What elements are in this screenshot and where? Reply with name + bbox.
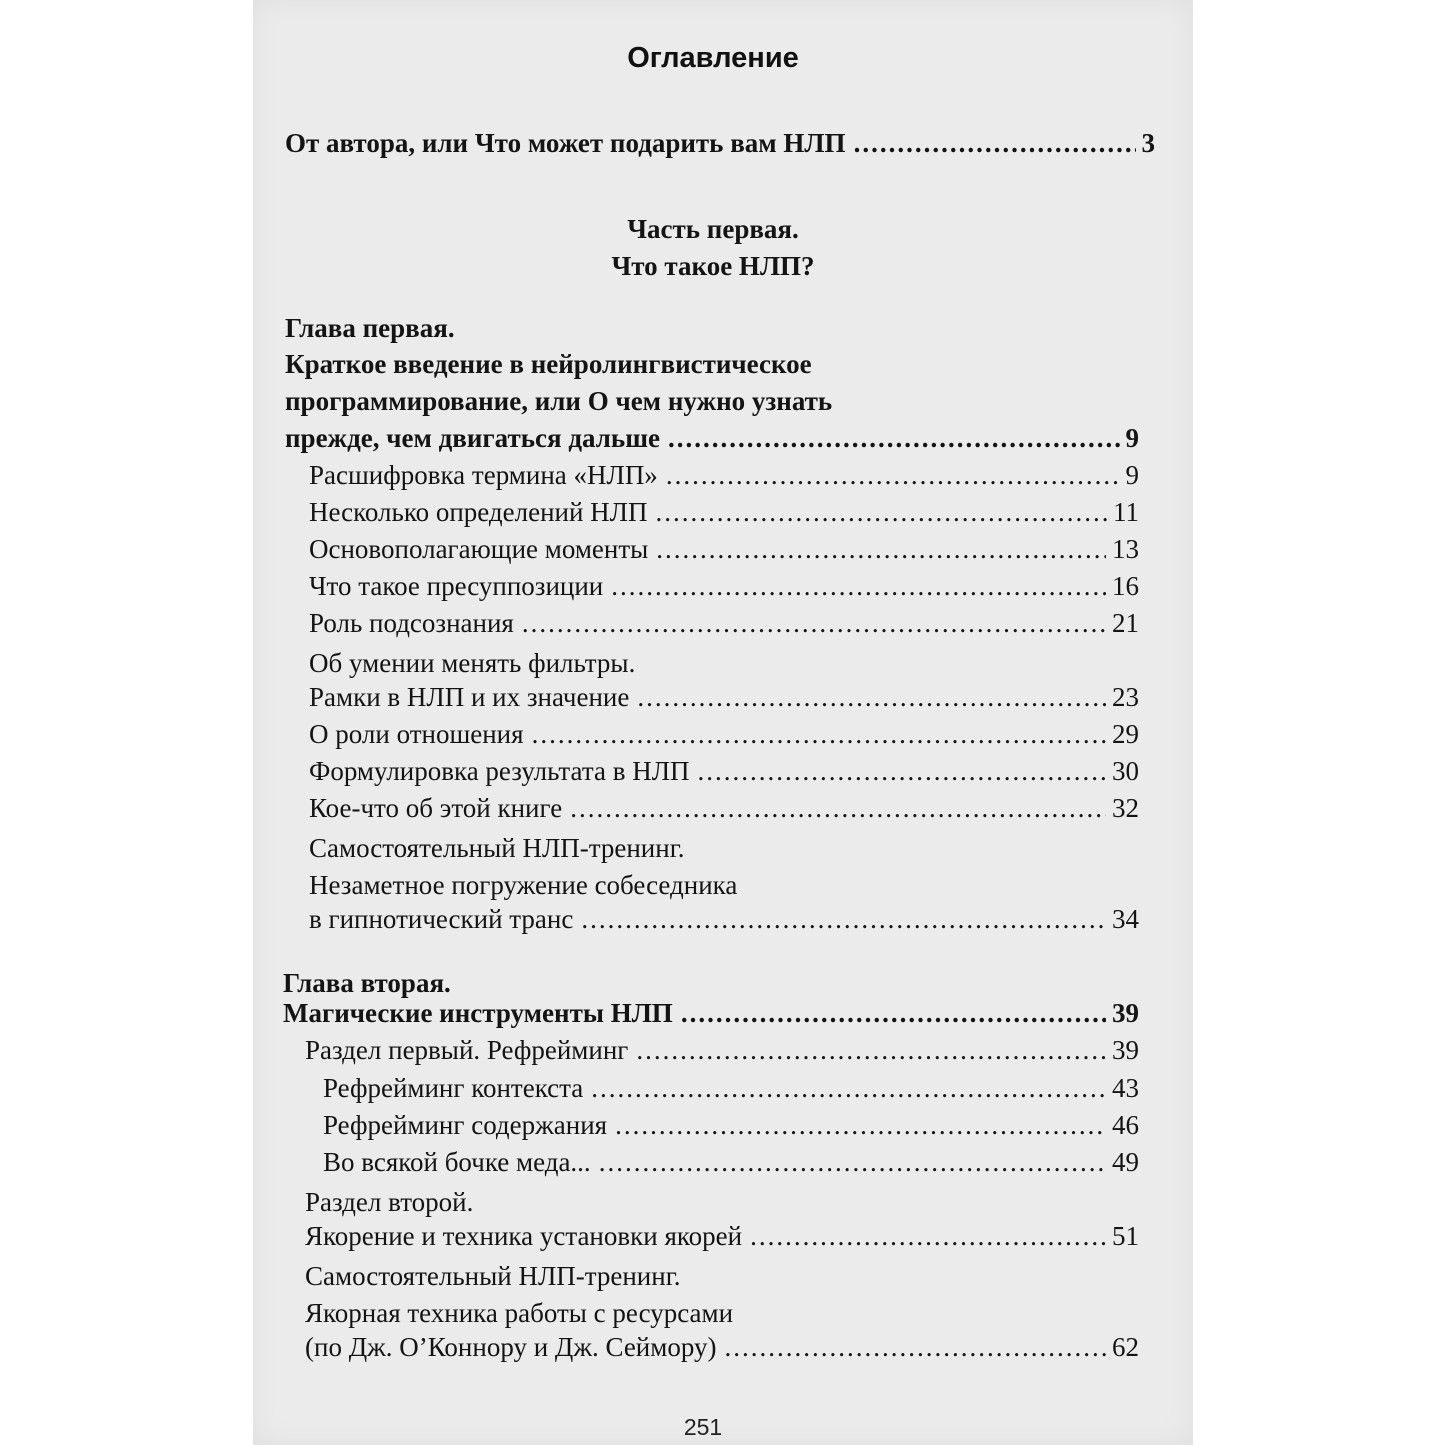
leader-dots: [532, 719, 1106, 750]
toc-entry-text: Самостоятельный НЛП-тренинг.: [309, 833, 685, 863]
toc-entry-page: 51: [1112, 1221, 1139, 1251]
leader-dots: [750, 1221, 1106, 1252]
toc-entry-page: 13: [1112, 534, 1139, 564]
toc-entry-text: О роли отношения: [309, 719, 524, 749]
toc-entry-text: Якорение и техника установки якорей: [305, 1221, 743, 1251]
toc-entry-page: 39: [1112, 1035, 1139, 1065]
toc-entry: [309, 719, 1139, 756]
leader-dots: [611, 571, 1106, 602]
chapter-title-line: Магические инструменты НЛП: [283, 998, 673, 1028]
leader-dots: [666, 460, 1120, 491]
toc-entry: [309, 756, 1139, 793]
toc-entry-page: 46: [1112, 1110, 1139, 1140]
part-subtitle: Что такое НЛП?: [611, 251, 815, 281]
toc-entry: [309, 793, 1139, 830]
toc-entry: [323, 1110, 1139, 1147]
toc-entry-page: 39: [1112, 998, 1139, 1028]
toc-entry-page: 62: [1112, 1332, 1139, 1362]
toc-entry: [323, 1073, 1139, 1110]
toc-entry-text: Об умении менять фильтры.: [309, 648, 636, 678]
leader-dots: [655, 497, 1107, 528]
toc-entry-chapter1: [285, 423, 1139, 460]
leader-dots: [637, 682, 1106, 713]
toc-entry-page: 32: [1112, 793, 1139, 823]
toc-entry: [323, 1147, 1139, 1184]
toc-entry-preface: [285, 128, 1155, 165]
toc-entry-text: Что такое пресуппозиции: [309, 571, 604, 601]
leader-dots: [854, 128, 1136, 159]
toc-entry-text: Якорная техника работы с ресурсами: [305, 1298, 734, 1328]
toc-entry-text: Формулировка результата в НЛП: [309, 756, 690, 786]
toc-entry: [309, 534, 1139, 571]
toc-entry-text: Рамки в НЛП и их значение: [309, 682, 630, 712]
toc-entry-text: От автора, или Что может подарить вам НЛП: [285, 128, 846, 158]
toc-entry: [309, 460, 1139, 497]
toc-title: Оглавление: [627, 42, 799, 74]
toc-entry: [305, 1035, 1139, 1072]
toc-entry-text: Самостоятельный НЛП-тренинг.: [305, 1261, 681, 1291]
leader-dots: [615, 1110, 1106, 1141]
leader-dots: [724, 1332, 1106, 1363]
toc-entry-text: Несколько определений НЛП: [309, 497, 648, 527]
leader-dots: [681, 998, 1106, 1029]
toc-entry: [309, 904, 1139, 941]
toc-entry-text: Во всякой бочке меда...: [323, 1147, 591, 1177]
toc-entry-text: Расшифровка термина «НЛП»: [309, 460, 658, 490]
leader-dots: [599, 1147, 1106, 1178]
leader-dots: [581, 904, 1106, 935]
toc-entry-text: Раздел первый. Рефрейминг: [305, 1035, 629, 1065]
toc-entry: [309, 682, 1139, 719]
toc-entry-text: в гипнотический транс: [309, 904, 574, 934]
toc-entry-text: Роль подсознания: [309, 608, 514, 638]
toc-entry-text: Незаметное погружение собеседника: [309, 870, 738, 900]
book-page: [253, 0, 1193, 1445]
toc-entry: [309, 571, 1139, 608]
toc-entry-page: 43: [1112, 1073, 1139, 1103]
toc-entry: [309, 608, 1139, 645]
toc-entry-page: 3: [1141, 128, 1155, 158]
leader-dots: [636, 1035, 1106, 1066]
leader-dots: [668, 423, 1120, 454]
part-label: Часть первая.: [627, 214, 799, 244]
toc-entry-page: 9: [1125, 423, 1139, 453]
toc-entry-text: Основополагающие моменты: [309, 534, 649, 564]
leader-dots: [698, 756, 1106, 787]
leader-dots: [522, 608, 1106, 639]
toc-entry: [305, 1221, 1139, 1258]
toc-entry-text: Рефрейминг содержания: [323, 1110, 608, 1140]
toc-entry-page: 49: [1112, 1147, 1139, 1177]
toc-entry-page: 34: [1112, 904, 1139, 934]
toc-entry: [309, 497, 1139, 534]
toc-entry-page: 23: [1112, 682, 1139, 712]
leader-dots: [570, 793, 1106, 824]
chapter-label: Глава первая.: [285, 313, 455, 343]
toc-entry-page: 30: [1112, 756, 1139, 786]
toc-entry-text: (по Дж. О’Коннору и Дж. Сеймору): [305, 1332, 717, 1362]
toc-entry-page: 16: [1112, 571, 1139, 601]
leader-dots: [656, 534, 1106, 565]
toc-entry-text: Рефрейминг контекста: [323, 1073, 584, 1103]
toc-entry-page: 29: [1112, 719, 1139, 749]
chapter-title-line: программирование, или О чем нужно узнать: [285, 386, 833, 416]
toc-entry-page: 9: [1125, 460, 1139, 490]
toc-entry-text: Кое-что об этой книге: [309, 793, 563, 823]
leader-dots: [591, 1073, 1106, 1104]
toc-entry-page: 11: [1113, 497, 1139, 527]
chapter-title-line: Краткое введение в нейролингвистическое: [285, 349, 812, 379]
chapter-label: Глава вторая.: [283, 968, 451, 998]
toc-entry-text: Раздел второй.: [305, 1187, 474, 1217]
toc-entry-page: 21: [1112, 608, 1139, 638]
toc-entry: [305, 1332, 1139, 1369]
page-number: 251: [683, 1414, 723, 1440]
toc-entry-chapter2: [283, 998, 1139, 1035]
chapter-title-line: прежде, чем двигаться дальше: [285, 423, 660, 453]
